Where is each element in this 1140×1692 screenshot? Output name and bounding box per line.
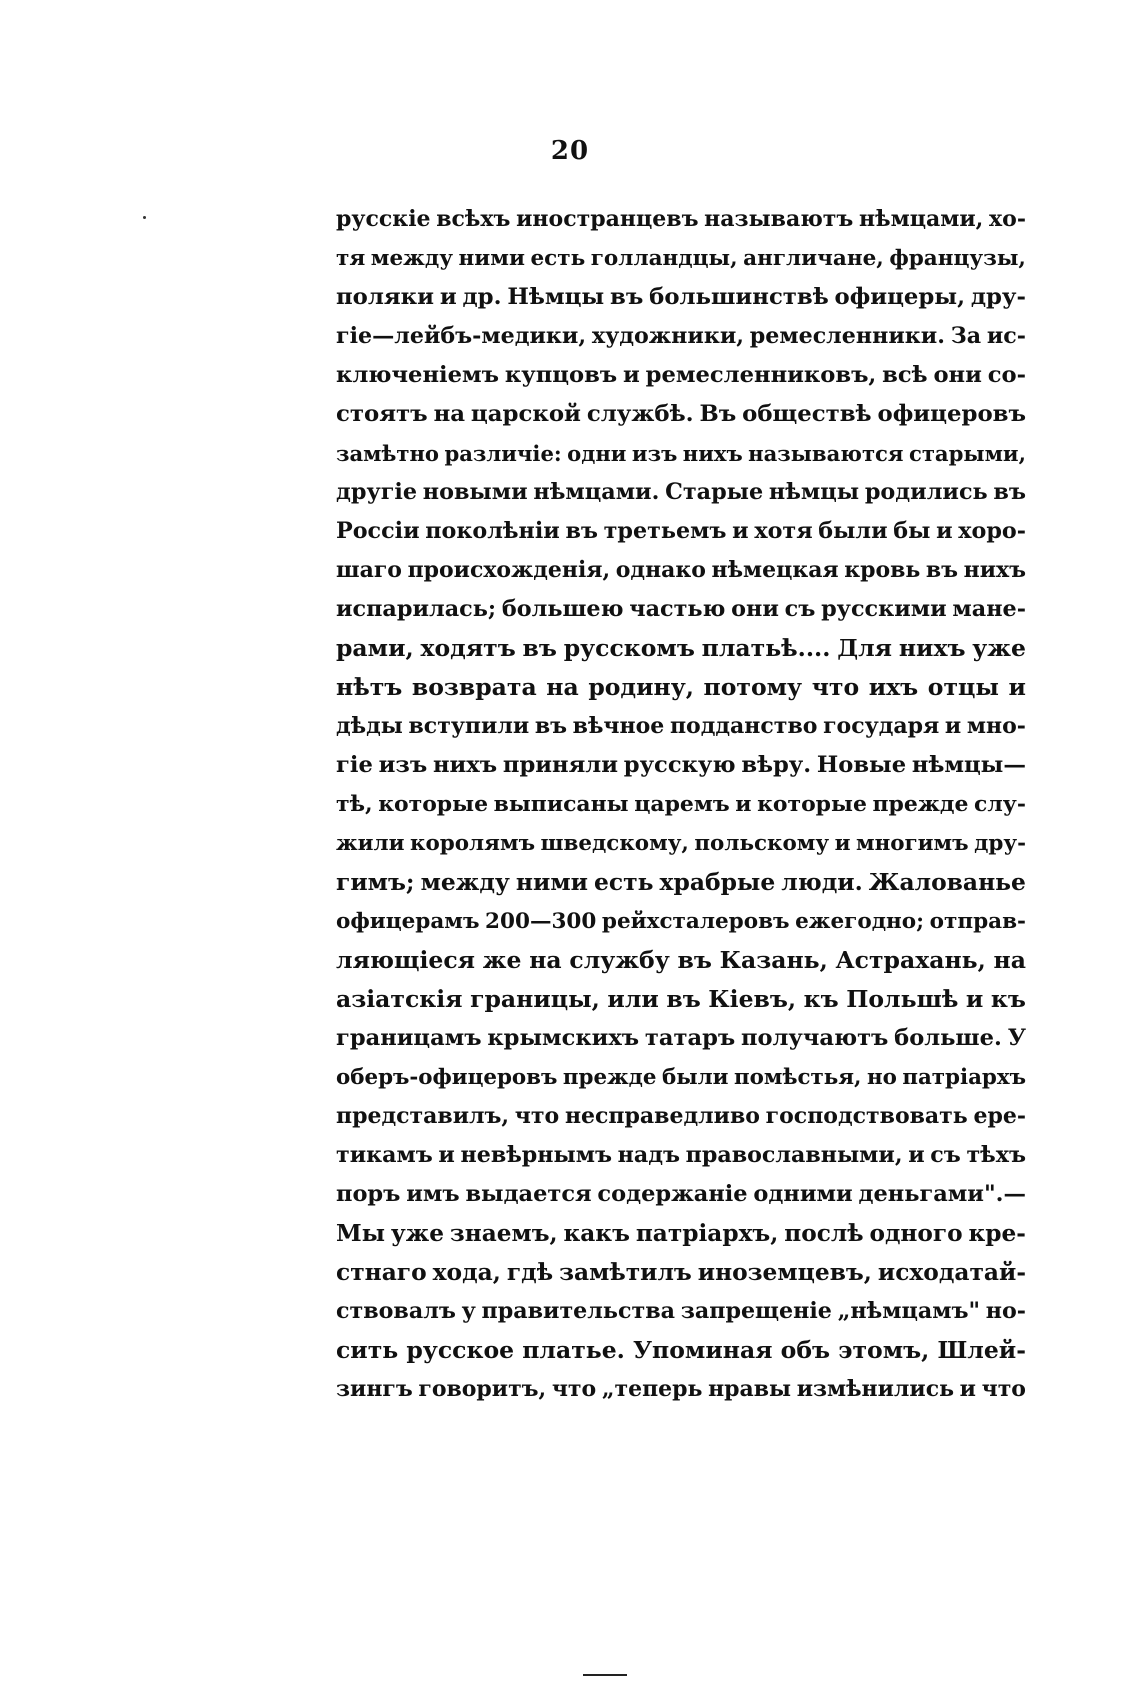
text-line: поръ имъ выдается содержаніе одними деньгами".— (336, 1181, 1026, 1207)
body-text (336, 200, 1026, 1409)
text-line: жили королямъ шведскому, польскому и многимъ дру- (336, 831, 1026, 856)
scan-speck (143, 216, 146, 219)
text-line: Мы уже знаемъ, какъ патріархъ, послѣ одного кре- (336, 1220, 1026, 1247)
text-line: гіе—лейбъ-медики, художники, ремесленники. За ис- (336, 323, 1026, 349)
footer-rule (583, 1674, 627, 1676)
text-line: оберъ-офицеровъ прежде были помѣстья, но патріархъ (336, 1065, 1026, 1090)
text-line: поляки и др. Нѣмцы въ большинствѣ офицеры, дру- (336, 284, 1026, 310)
text-line: офицерамъ 200—300 рейхсталеровъ ежегодно; отправ- (336, 909, 1026, 934)
text-line: дѣды вступили въ вѣчное подданство государя и мно- (336, 713, 1026, 739)
text-line: замѣтно различіе: одни изъ нихъ называются старыми, (336, 441, 1026, 466)
text-line: тѣ, которые выписаны царемъ и которые прежде слу- (336, 791, 1026, 817)
text-line: гимъ; между ними есть храбрые люди. Жалованье (336, 868, 1026, 896)
text-line: границамъ крымскихъ татаръ получаютъ больше. У (336, 1025, 1026, 1051)
text-line: другіе новыми нѣмцами. Старые нѣмцы родились въ (336, 479, 1026, 505)
text-line: гіе изъ нихъ приняли русскую вѣру. Новые нѣмцы— (336, 752, 1026, 778)
page-number: 20 (550, 136, 590, 166)
text-line: стнаго хода, гдѣ замѣтилъ иноземцевъ, исходатай- (336, 1259, 1026, 1286)
text-line: ключеніемъ купцовъ и ремесленниковъ, всѣ они со- (336, 362, 1026, 388)
text-line: стоятъ на царской службѣ. Въ обществѣ офицеровъ (336, 401, 1026, 427)
text-line: ляющіеся же на службу въ Казань, Астрахань, на (336, 946, 1026, 974)
text-line: рами, ходятъ въ русскомъ платьѣ.... Для нихъ уже (336, 634, 1026, 662)
text-line: нѣтъ возврата на родину, потому что ихъ отцы и (336, 673, 1026, 701)
text-line: сить русское платье. Упоминая объ этомъ, Шлей- (336, 1336, 1026, 1364)
text-line: представилъ, что несправедливо господствовать ере- (336, 1103, 1026, 1129)
text-line: азіатскія границы, или въ Кіевъ, къ Польшѣ и къ (336, 985, 1026, 1013)
text-line: шаго происхожденія, однако нѣмецкая кровь въ нихъ (336, 557, 1026, 583)
text-line: зингъ говоритъ, что „теперь нравы измѣнились и что (336, 1376, 1026, 1402)
text-line: ствовалъ у правительства запрещеніе „нѣмцамъ" но- (336, 1298, 1026, 1324)
text-line: тя между ними есть голландцы, англичане, французы, (336, 246, 1026, 271)
text-line: Россіи поколѣніи въ третьемъ и хотя были бы и хоро- (336, 518, 1026, 544)
text-line: русскіе всѣхъ иностранцевъ называютъ нѣмцами, хо- (336, 206, 1026, 232)
text-line: испарилась; большею частью они съ русскими мане- (336, 596, 1026, 622)
text-line: тикамъ и невѣрнымъ надъ православными, и съ тѣхъ (336, 1142, 1026, 1168)
